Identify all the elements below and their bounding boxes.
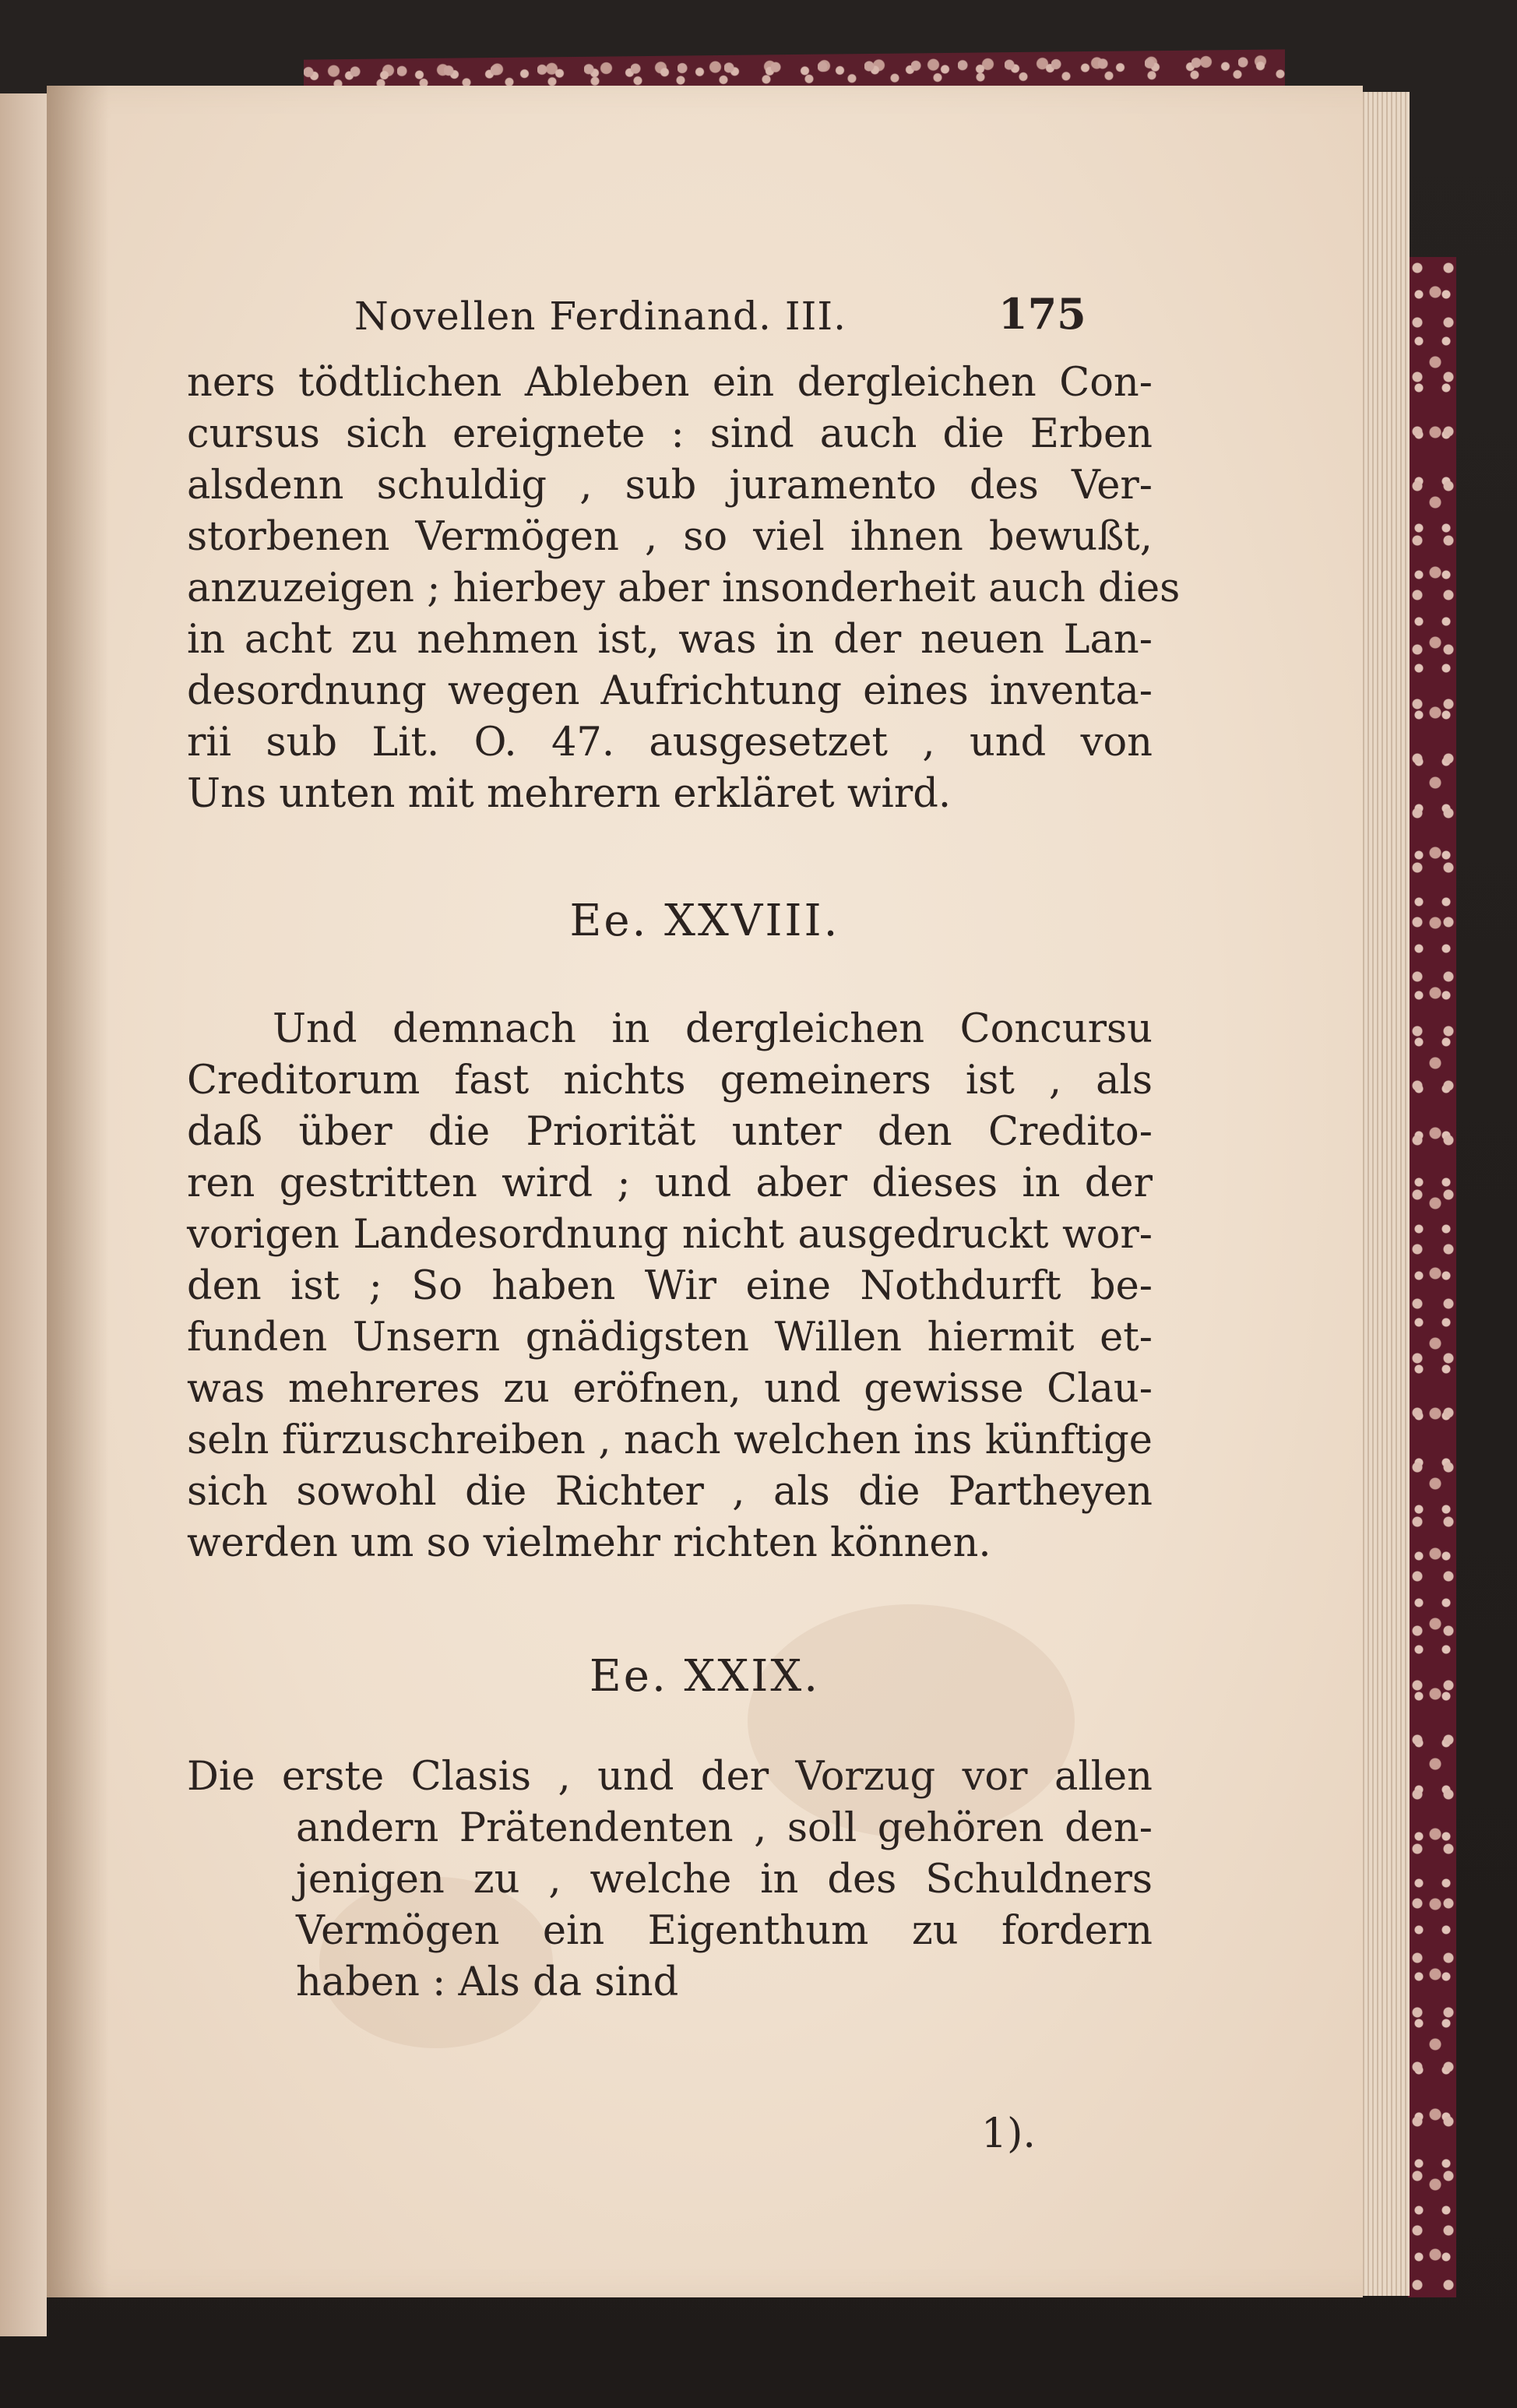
text-line: desordnung wegen Aufrichtung eines inventa- [187,668,1153,714]
text-line: Und demnach in dergleichen Concursu [273,1006,1153,1052]
marbled-right-edge [1408,257,1456,2297]
book-page [47,86,1363,2297]
text-line: Creditorum fast nichts gemeiners ist , als [187,1058,1153,1104]
catchword: 1). [981,2111,1036,2157]
text-line: was mehreres zu eröfnen, und gewisse Clau- [187,1366,1153,1412]
text-line: storbenen Vermögen , so viel ihnen bewußt, [187,514,1153,560]
text-line: den ist ; So haben Wir eine Nothdurft be- [187,1263,1153,1309]
text-line: seln fürzuschreiben , nach welchen ins künftige [187,1417,1153,1463]
text-line: haben : Als da sind [296,1959,679,2005]
page-edges [1355,92,1410,2296]
text-line: in acht zu nehmen ist, was in der neuen Lan- [187,617,1153,663]
text-line: werden um so vielmehr richten können. [187,1520,991,1566]
text-line: anzuzeigen ; hierbey aber insonderheit auch dies [187,565,1181,611]
text-line: Die erste Clasis , und der Vorzug vor allen [187,1754,1153,1800]
text-line: ren gestritten wird ; und aber dieses in der [187,1160,1153,1206]
text-line: rii sub Lit. O. 47. ausgesetzet , und von [187,720,1153,766]
text-line: andern Prätendenten , soll gehören den- [296,1805,1153,1851]
gutter-shadow [47,86,109,2297]
running-head [47,284,1363,354]
section-heading: Ee. XXVIII. [569,896,840,946]
running-title: Novellen Ferdinand. III. [354,294,846,339]
page-number: 175 [998,289,1086,339]
paper-stain [748,1604,1075,1838]
text-line: cursus sich ereignete : sind auch die Erben [187,411,1153,457]
text-line: Uns unten mit mehrern erkläret wird. [187,771,952,817]
text-line: daß über die Priorität unter den Credito- [187,1109,1153,1155]
text-line: sich sowohl die Richter , als die Partheyen [187,1469,1153,1515]
text-line: ners tödtlichen Ableben ein dergleichen Con- [187,360,1153,406]
facing-page-edge [0,93,47,2336]
text-line: funden Unsern gnädigsten Willen hiermit et- [187,1315,1153,1361]
text-line: Vermögen ein Eigenthum zu fordern [296,1908,1153,1954]
text-line: jenigen zu , welche in des Schuldners [296,1857,1153,1903]
text-line: alsdenn schuldig , sub juramento des Ver- [187,463,1153,509]
section-heading: Ee. XXIX. [589,1651,821,1702]
text-line: vorigen Landesordnung nicht ausgedruckt wor- [187,1212,1153,1258]
